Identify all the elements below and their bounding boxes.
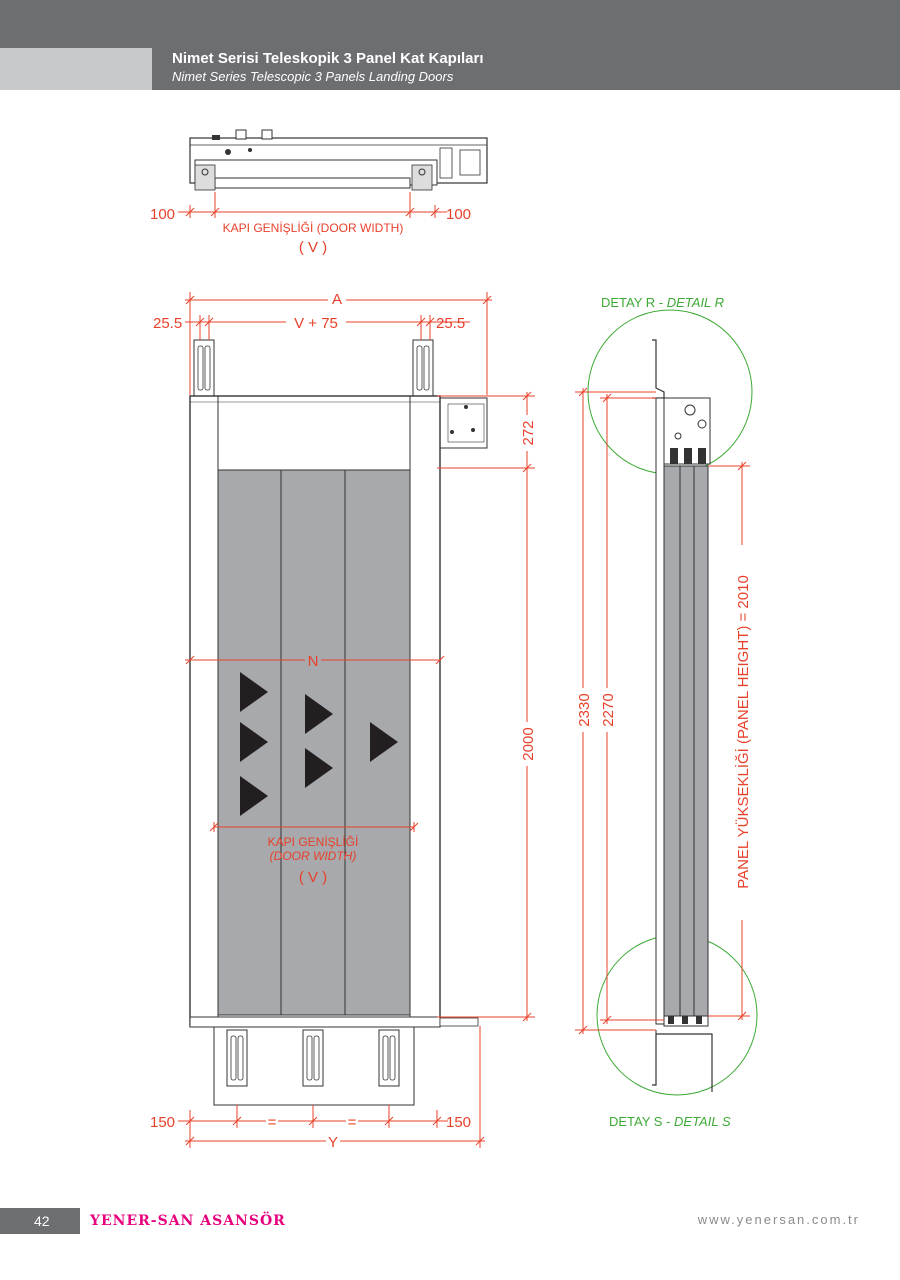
- page-subtitle: Nimet Series Telescopic 3 Panels Landing Doors: [172, 69, 454, 84]
- dim-y: Y: [327, 1134, 339, 1151]
- detail-r-label: DETAY R - DETAIL R: [601, 295, 725, 310]
- door-width-label: KAPI GENİŞLİĞİ: [267, 835, 359, 849]
- dim-a: A: [331, 291, 343, 308]
- dim-equal-2: =: [347, 1114, 357, 1131]
- dim-left-offset: 25.5: [153, 315, 183, 332]
- top-view-dimensions: [178, 192, 447, 218]
- page-number: 42: [34, 1213, 50, 1229]
- dim-center: V + 75: [294, 315, 338, 332]
- dim-bottom-left: 150: [150, 1114, 176, 1131]
- panel-height-label: PANEL YÜKSEKLİĞİ (PANEL HEIGHT) = 2010: [735, 575, 752, 889]
- dim-equal-1: =: [267, 1114, 277, 1131]
- brand-name: YENER-SAN ASANSÖR: [90, 1213, 286, 1229]
- top-door-width-label: KAPI GENİŞLİĞİ (DOOR WIDTH): [222, 221, 404, 235]
- top-dim-left: 100: [150, 206, 176, 223]
- dim-272: 272: [520, 420, 537, 446]
- dim-bottom-right: 150: [446, 1114, 472, 1131]
- dim-2000: 2000: [520, 727, 537, 761]
- top-dim-right: 100: [446, 206, 472, 223]
- dim-n: N: [307, 653, 319, 670]
- dim-2330: 2330: [576, 693, 593, 727]
- page-title: Nimet Serisi Teleskopik 3 Panel Kat Kapıları: [172, 50, 484, 67]
- top-view: [190, 130, 487, 190]
- top-door-width-v: ( V ): [298, 239, 328, 256]
- website-url[interactable]: www.yenersan.com.tr: [697, 1212, 860, 1227]
- door-width-v: ( V ): [298, 869, 328, 886]
- front-view: [190, 340, 487, 1105]
- detail-s-label: DETAY S - DETAIL S: [609, 1114, 731, 1129]
- door-width-label-en: (DOOR WIDTH): [269, 849, 357, 863]
- dim-right-offset: 25.5: [436, 315, 466, 332]
- dim-2270: 2270: [600, 693, 617, 727]
